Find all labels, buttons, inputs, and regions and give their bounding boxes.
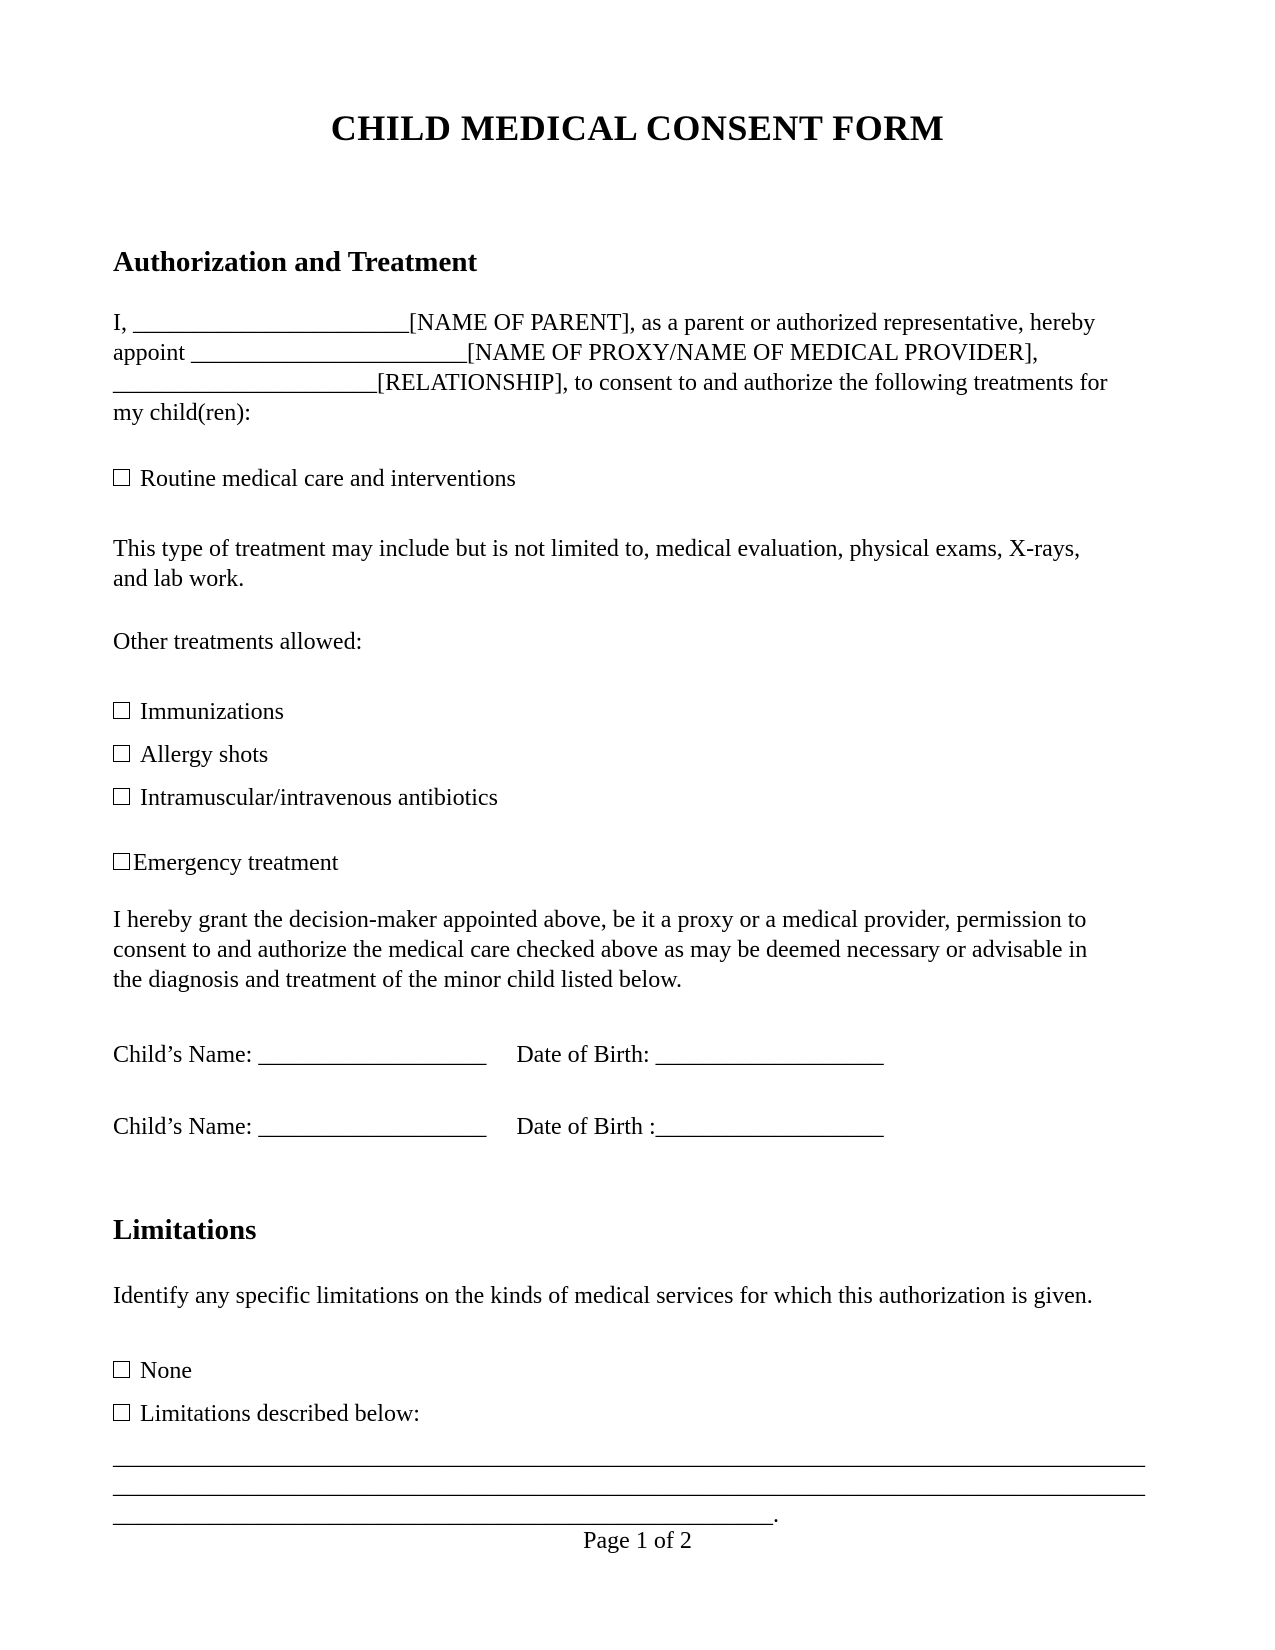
checkbox-label-immunizations: Immunizations xyxy=(140,699,284,725)
date-of-birth-blank[interactable]: ___________________ xyxy=(655,1042,884,1068)
checkbox-row-none[interactable] xyxy=(113,1356,1162,1386)
date-of-birth-label: Date of Birth: xyxy=(516,1042,650,1068)
child-name-label: Child’s Name: xyxy=(113,1114,253,1140)
checkbox-icon[interactable] xyxy=(113,1404,130,1421)
checkbox-icon[interactable] xyxy=(113,788,130,805)
checkbox-icon[interactable] xyxy=(113,745,130,762)
checkbox-icon[interactable] xyxy=(113,469,130,486)
checkbox-row-routine-care[interactable] xyxy=(113,464,1162,494)
checkbox-row-allergy-shots[interactable] xyxy=(113,740,1162,770)
intro-line-parent: I, _______________________[NAME OF PARENT], as a parent or authorized representative, hereby xyxy=(113,310,1096,336)
checkbox-icon[interactable] xyxy=(113,1361,130,1378)
date-of-birth-label: Date of Birth : xyxy=(516,1114,656,1140)
checkbox-label-limitations-described: Limitations described below: xyxy=(140,1401,420,1427)
page-title: CHILD MEDICAL CONSENT FORM xyxy=(330,108,945,148)
checkbox-label-antibiotics: Intramuscular/intravenous antibiotics xyxy=(140,785,498,811)
child-info-row-1 xyxy=(113,1040,1162,1070)
checkbox-label-allergy-shots: Allergy shots xyxy=(140,742,269,768)
intro-line-relationship: ______________________[RELATIONSHIP], to consent to and authorize the following treatments for xyxy=(113,370,1108,396)
checkbox-label-none: None xyxy=(140,1358,192,1384)
checkbox-label-emergency-treatment: Emergency treatment xyxy=(133,850,339,876)
limitations-blank-line[interactable]: ______________________________________________________________________________________ xyxy=(113,1473,1145,1499)
checkbox-row-immunizations[interactable] xyxy=(113,697,1162,727)
date-of-birth-blank[interactable]: ___________________ xyxy=(655,1114,884,1140)
limitations-description: Identify any specific limitations on the kinds of medical services for which this authorization is given. xyxy=(113,1283,1093,1309)
intro-line-children: my child(ren): xyxy=(113,400,251,426)
other-treatments-label: Other treatments allowed: xyxy=(113,629,363,655)
authorization-heading: Authorization and Treatment xyxy=(113,246,478,278)
grant-line-1: I hereby grant the decision-maker appointed above, be it a proxy or a medical provider, permission to xyxy=(113,907,1087,933)
grant-line-2: consent to and authorize the medical care checked above as may be deemed necessary or advisable in xyxy=(113,937,1088,963)
child-name-label: Child’s Name: xyxy=(113,1042,253,1068)
checkbox-row-antibiotics[interactable] xyxy=(113,783,1162,813)
authorization-intro-paragraph xyxy=(113,308,1162,428)
child-info-row-2 xyxy=(113,1112,1162,1142)
grant-paragraph xyxy=(113,905,1162,995)
limitations-heading: Limitations xyxy=(113,1214,257,1246)
intro-line-proxy: appoint _______________________[NAME OF PROXY/NAME OF MEDICAL PROVIDER], xyxy=(113,340,1039,366)
checkbox-row-emergency-treatment[interactable] xyxy=(113,848,1162,878)
checkbox-icon[interactable] xyxy=(113,702,130,719)
note-line-2: and lab work. xyxy=(113,566,245,592)
grant-line-3: the diagnosis and treatment of the minor child listed below. xyxy=(113,967,682,993)
limitations-write-in-area xyxy=(113,1443,1162,1530)
checkbox-icon[interactable] xyxy=(113,853,130,870)
child-name-blank[interactable]: ___________________ xyxy=(258,1114,487,1140)
checkbox-label-routine-care: Routine medical care and interventions xyxy=(140,466,516,492)
checkbox-row-limitations-described[interactable] xyxy=(113,1399,1162,1429)
limitations-blank-line[interactable]: _______________________________________________________. xyxy=(113,1502,779,1528)
page-number: Page 1 of 2 xyxy=(583,1528,692,1554)
child-name-blank[interactable]: ___________________ xyxy=(258,1042,487,1068)
routine-care-note xyxy=(113,534,1162,594)
note-line-1: This type of treatment may include but is not limited to, medical evaluation, physical exams, X-rays, xyxy=(113,536,1081,562)
limitations-blank-line[interactable]: ______________________________________________________________________________________ xyxy=(113,1444,1145,1470)
